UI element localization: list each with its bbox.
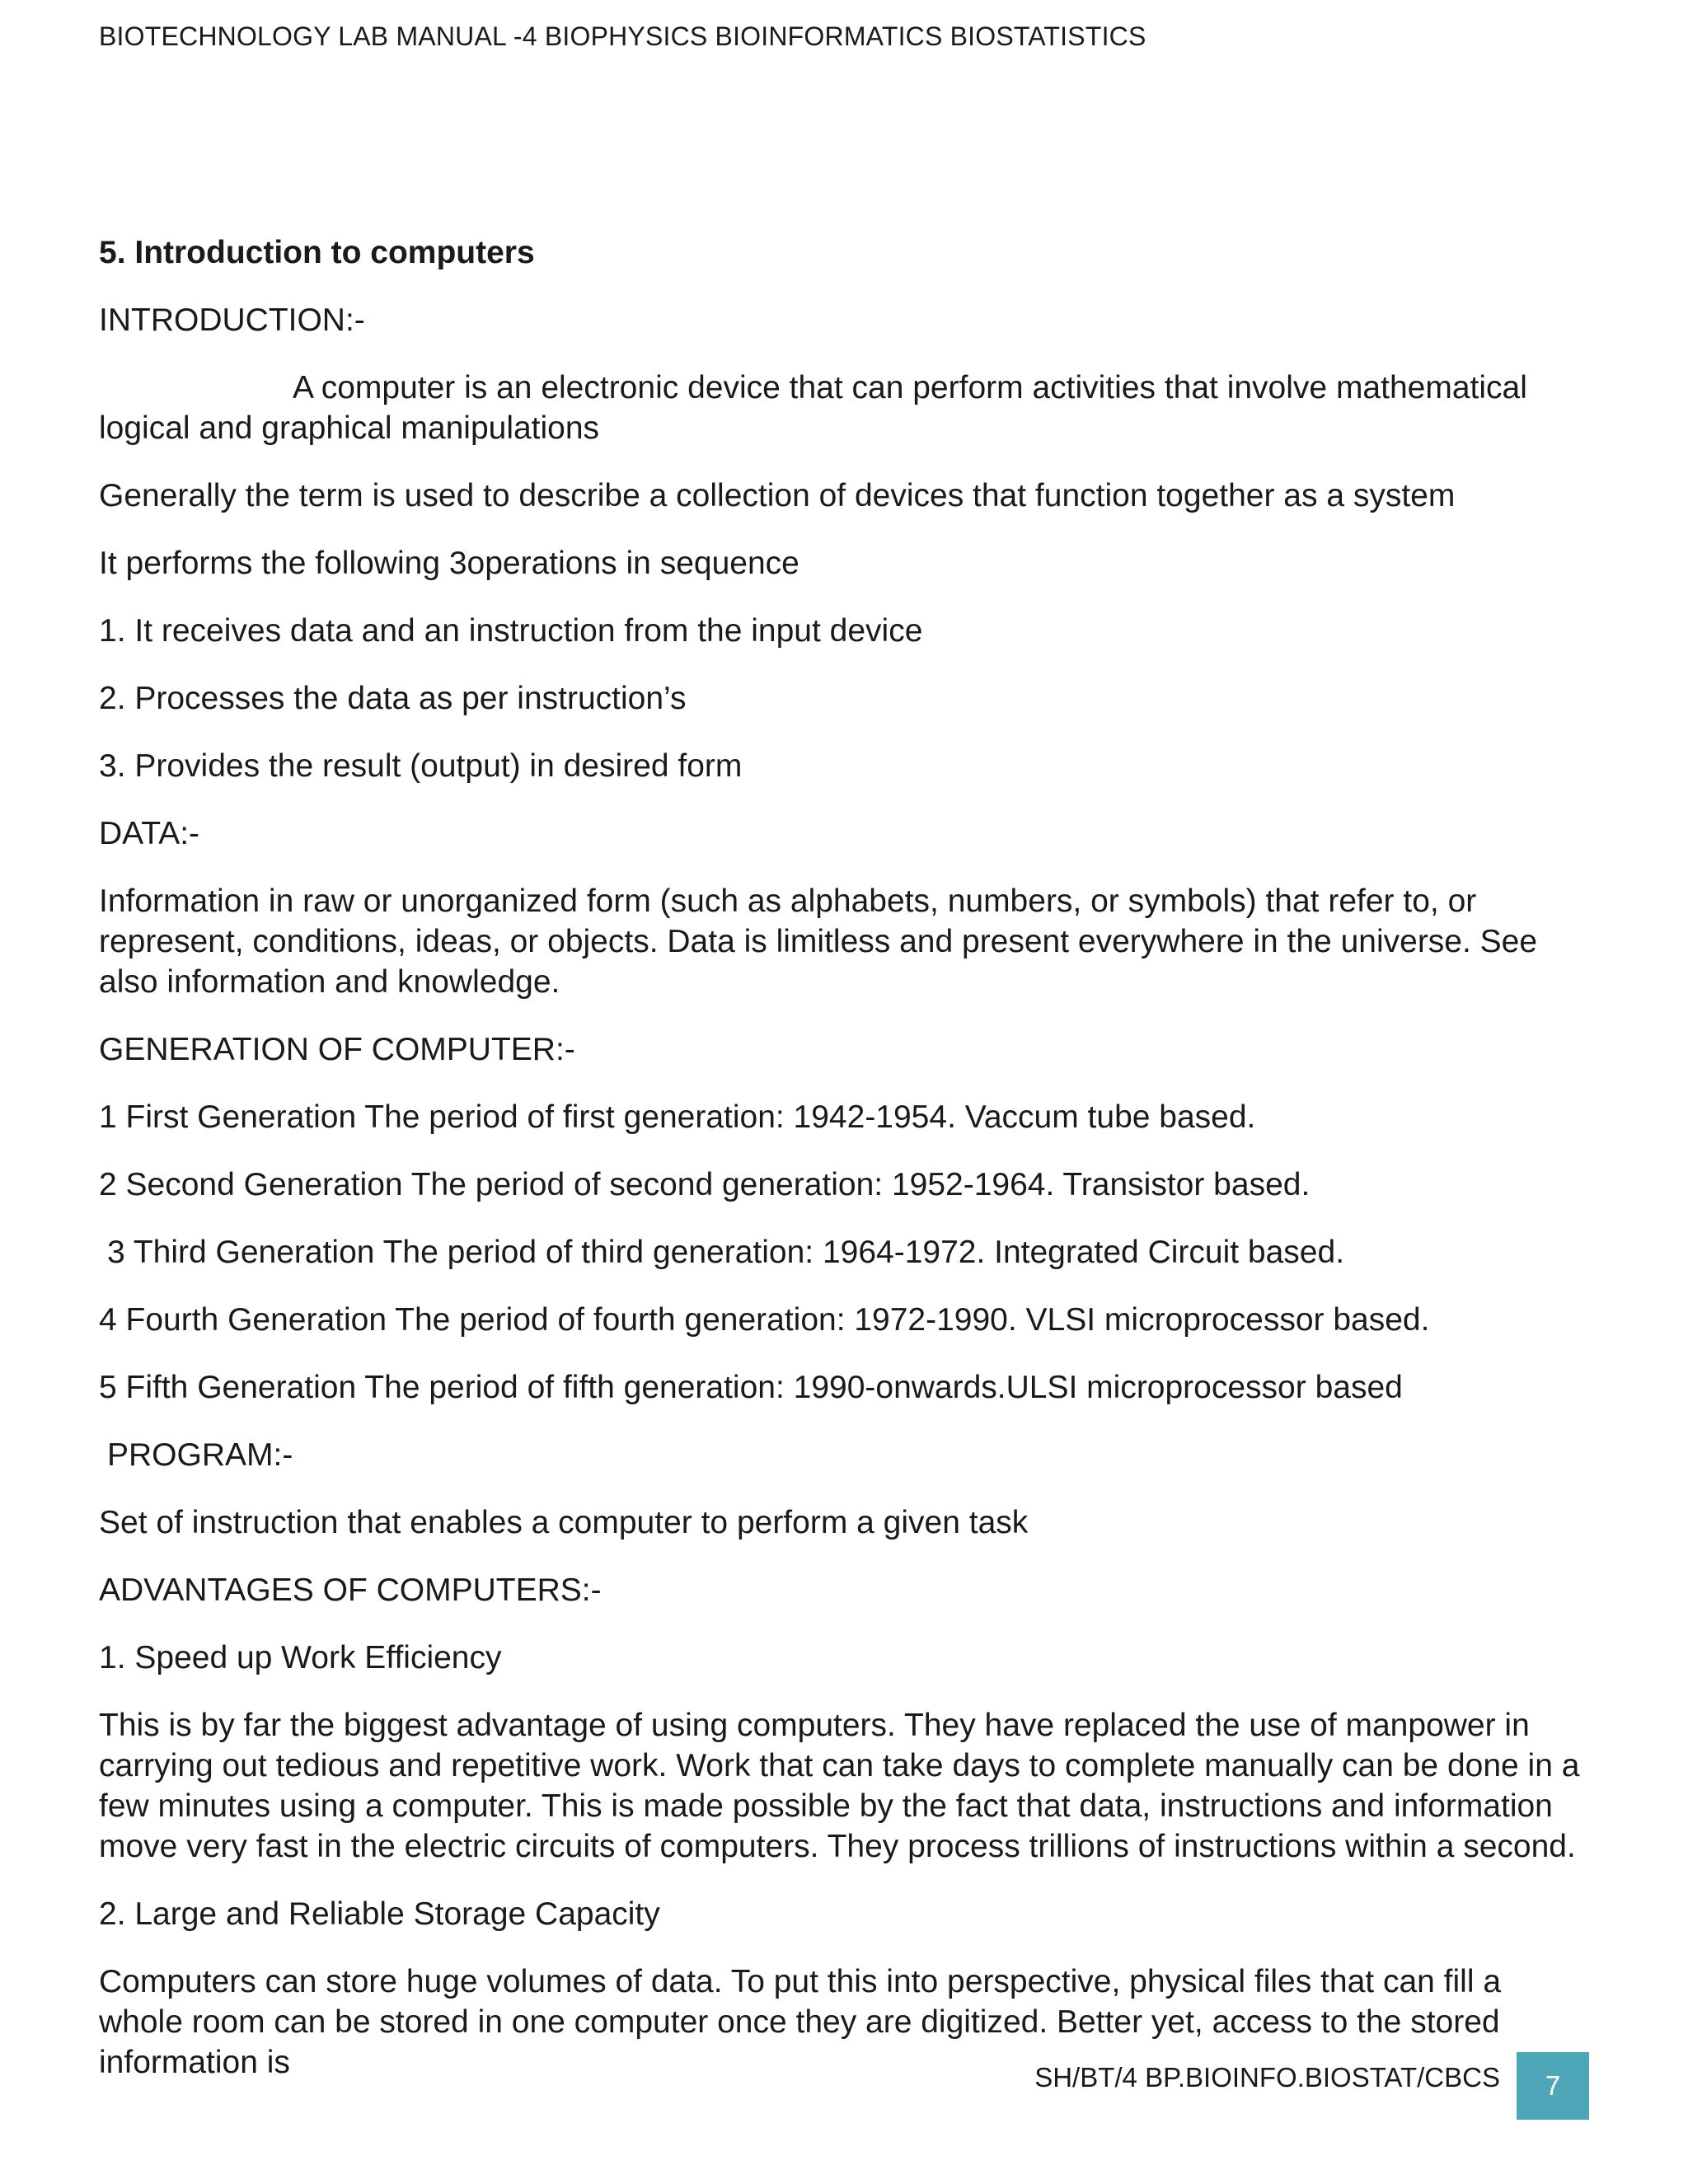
list-item: 1 First Generation The period of first generation: 1942-1954. Vaccum tube based. [99, 1099, 1256, 1135]
list-item: 2. Large and Reliable Storage Capacity [99, 1896, 660, 1932]
heading-data: DATA:- [99, 816, 200, 851]
paragraph: It performs the following 3operations in sequence [99, 546, 799, 581]
list-item: 3 Third Generation The period of third generation: 1964-1972. Integrated Circuit based. [107, 1235, 1345, 1270]
page-header: BIOTECHNOLOGY LAB MANUAL -4 BIOPHYSICS BIOINFORMATICS BIOSTATISTICS [99, 21, 1146, 51]
paragraph-definition: A computer is an electronic device that can perform activities that involve mathematical logical and graphical manipulations [99, 370, 1527, 446]
heading-advantages: ADVANTAGES OF COMPUTERS:- [99, 1572, 602, 1608]
list-item: 3. Provides the result (output) in desired form [99, 748, 743, 784]
paragraph: This is by far the biggest advantage of using computers. They have replaced the use of manpower in carrying out tedious and repetitive work. Work that can take days to complete manually can be done in a few minutes using a computer. This is made possible by the fact that data, instructions and information move very fast in the electric circuits of computers. They process trillions of instructions within a second. [99, 1708, 1580, 1864]
heading-introduction: INTRODUCTION:- [99, 302, 365, 338]
section-title: 5. Introduction to computers [99, 235, 535, 270]
heading-generation: GENERATION OF COMPUTER:- [99, 1032, 575, 1067]
list-item: 5 Fifth Generation The period of fifth generation: 1990-onwards.ULSI microprocessor based [99, 1370, 1403, 1405]
list-item: 2. Processes the data as per instruction’s [99, 681, 687, 716]
list-item: 1. Speed up Work Efficiency [99, 1640, 502, 1675]
document-body [99, 232, 1582, 2110]
paragraph: Information in raw or unorganized form (such as alphabets, numbers, or symbols) that refer to, or represent, conditions, ideas, or objects. Data is limitless and present everywhere in the universe. See also information and knowledge. [99, 883, 1538, 1000]
paragraph: Set of instruction that enables a computer to perform a given task [99, 1505, 1029, 1540]
paragraph: Generally the term is used to describe a collection of devices that function together as a system [99, 478, 1456, 513]
footer-code: SH/BT/4 BP.BIOINFO.BIOSTAT/CBCS [1034, 2062, 1500, 2093]
heading-program: PROGRAM:- [107, 1437, 293, 1473]
page-number-badge: 7 [1517, 2052, 1589, 2120]
list-item: 1. It receives data and an instruction from the input device [99, 613, 923, 649]
list-item: 2 Second Generation The period of second generation: 1952-1964. Transistor based. [99, 1167, 1311, 1202]
paragraph: Computers can store huge volumes of data. To put this into perspective, physical files that can fill a whole room can be stored in one computer once they are digitized. Better yet, access to the stored information is [99, 1964, 1502, 2080]
list-item: 4 Fourth Generation The period of fourth generation: 1972-1990. VLSI microprocessor based. [99, 1302, 1430, 1338]
